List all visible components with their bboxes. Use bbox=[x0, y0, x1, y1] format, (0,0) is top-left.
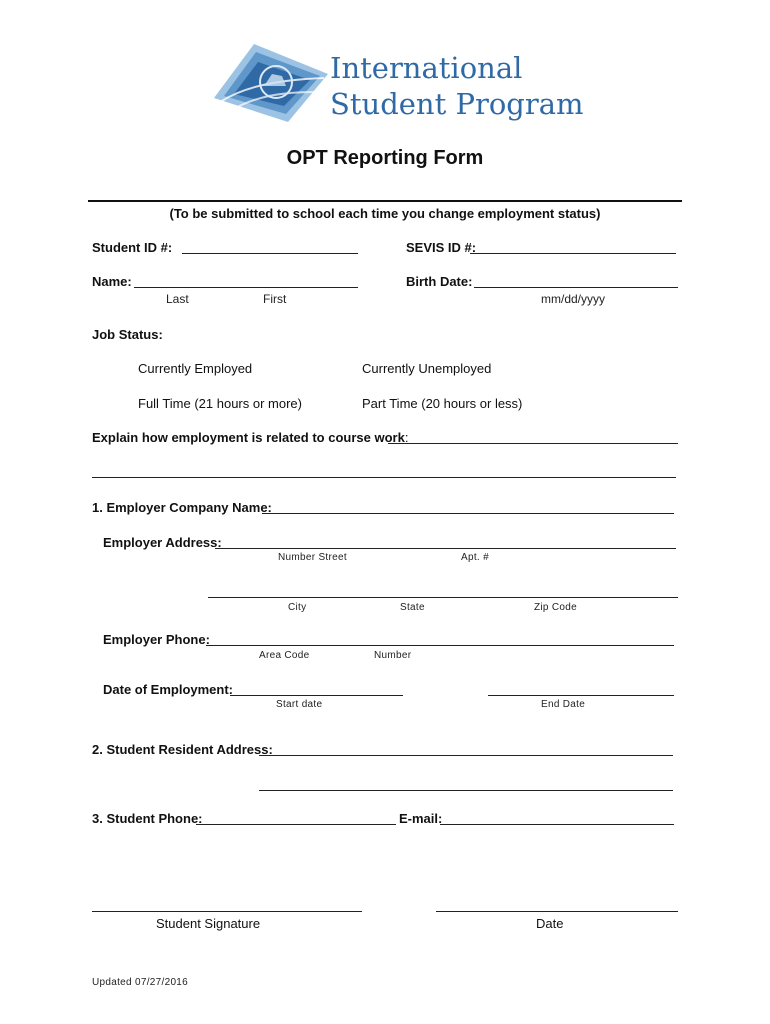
student-id-label: Student ID #: bbox=[92, 240, 173, 255]
form-title: OPT Reporting Form bbox=[286, 147, 484, 169]
name-last-caption: Last bbox=[166, 292, 189, 306]
address-apt-caption: Apt. # bbox=[461, 552, 489, 563]
name-field[interactable] bbox=[134, 287, 358, 288]
employer-phone-label: Employer Phone: bbox=[103, 632, 210, 647]
birth-date-format: mm/dd/yyyy bbox=[541, 292, 606, 306]
address-zip-caption: Zip Code bbox=[534, 602, 577, 613]
student-phone-label: 3. Student Phone: bbox=[92, 811, 203, 826]
phone-area-code-caption: Area Code bbox=[259, 650, 310, 661]
employer-company-label: 1. Employer Company Name: bbox=[92, 500, 272, 515]
student-address-field-1[interactable] bbox=[259, 755, 673, 756]
employer-phone-field[interactable] bbox=[206, 645, 674, 646]
address-number-street-caption: Number Street bbox=[278, 552, 347, 563]
option-part-time[interactable]: Part Time (20 hours or less) bbox=[362, 396, 523, 411]
employer-address-field-1[interactable] bbox=[215, 548, 676, 549]
date-employment-label: Date of Employment: bbox=[103, 682, 234, 697]
end-date-caption: End Date bbox=[541, 699, 586, 710]
name-label: Name: bbox=[92, 274, 132, 289]
student-address-field-2[interactable] bbox=[259, 790, 673, 791]
employer-company-field[interactable] bbox=[262, 513, 674, 514]
end-date-field[interactable] bbox=[488, 695, 674, 696]
title-divider bbox=[88, 200, 682, 202]
student-id-field[interactable] bbox=[182, 253, 358, 254]
start-date-caption: Start date bbox=[276, 699, 323, 710]
start-date-field[interactable] bbox=[230, 695, 403, 696]
address-state-caption: State bbox=[400, 602, 425, 613]
signature-date-field[interactable] bbox=[436, 911, 678, 912]
email-field[interactable] bbox=[440, 824, 674, 825]
explain-label-wrap bbox=[92, 430, 408, 445]
phone-number-caption: Number bbox=[374, 650, 412, 661]
option-currently-employed[interactable]: Currently Employed bbox=[138, 361, 253, 376]
option-full-time[interactable]: Full Time (21 hours or more) bbox=[138, 396, 302, 411]
explain-field-2[interactable] bbox=[92, 477, 676, 478]
employer-address-label: Employer Address: bbox=[103, 535, 222, 550]
signature-caption: Student Signature bbox=[156, 916, 261, 931]
birth-date-field[interactable] bbox=[474, 287, 678, 288]
signature-date-caption: Date bbox=[536, 916, 564, 931]
logo-text bbox=[330, 50, 584, 122]
student-address-label: 2. Student Resident Address: bbox=[92, 742, 273, 757]
signature-field[interactable] bbox=[92, 911, 362, 912]
logo-line-1: International bbox=[330, 51, 523, 85]
address-city-caption: City bbox=[288, 602, 307, 613]
logo-line-2: Student Program bbox=[330, 87, 584, 121]
name-first-caption: First bbox=[263, 292, 287, 306]
explain-label: Explain how employment is related to course work bbox=[92, 430, 405, 445]
student-phone-field[interactable] bbox=[196, 824, 396, 825]
explain-colon: : bbox=[404, 430, 409, 445]
job-status-label: Job Status: bbox=[92, 327, 163, 342]
sevis-id-label: SEVIS ID #: bbox=[406, 240, 477, 255]
instruction-text: (To be submitted to school each time you change employment status) bbox=[169, 206, 601, 221]
sevis-id-field[interactable] bbox=[470, 253, 676, 254]
updated-date: Updated 07/27/2016 bbox=[92, 977, 189, 988]
employer-address-field-2[interactable] bbox=[208, 597, 678, 598]
email-label: E-mail: bbox=[399, 811, 443, 826]
explain-field-1[interactable] bbox=[388, 443, 678, 444]
logo-graphic bbox=[212, 40, 330, 124]
option-currently-unemployed[interactable]: Currently Unemployed bbox=[362, 361, 492, 376]
birth-date-label: Birth Date: bbox=[406, 274, 473, 289]
